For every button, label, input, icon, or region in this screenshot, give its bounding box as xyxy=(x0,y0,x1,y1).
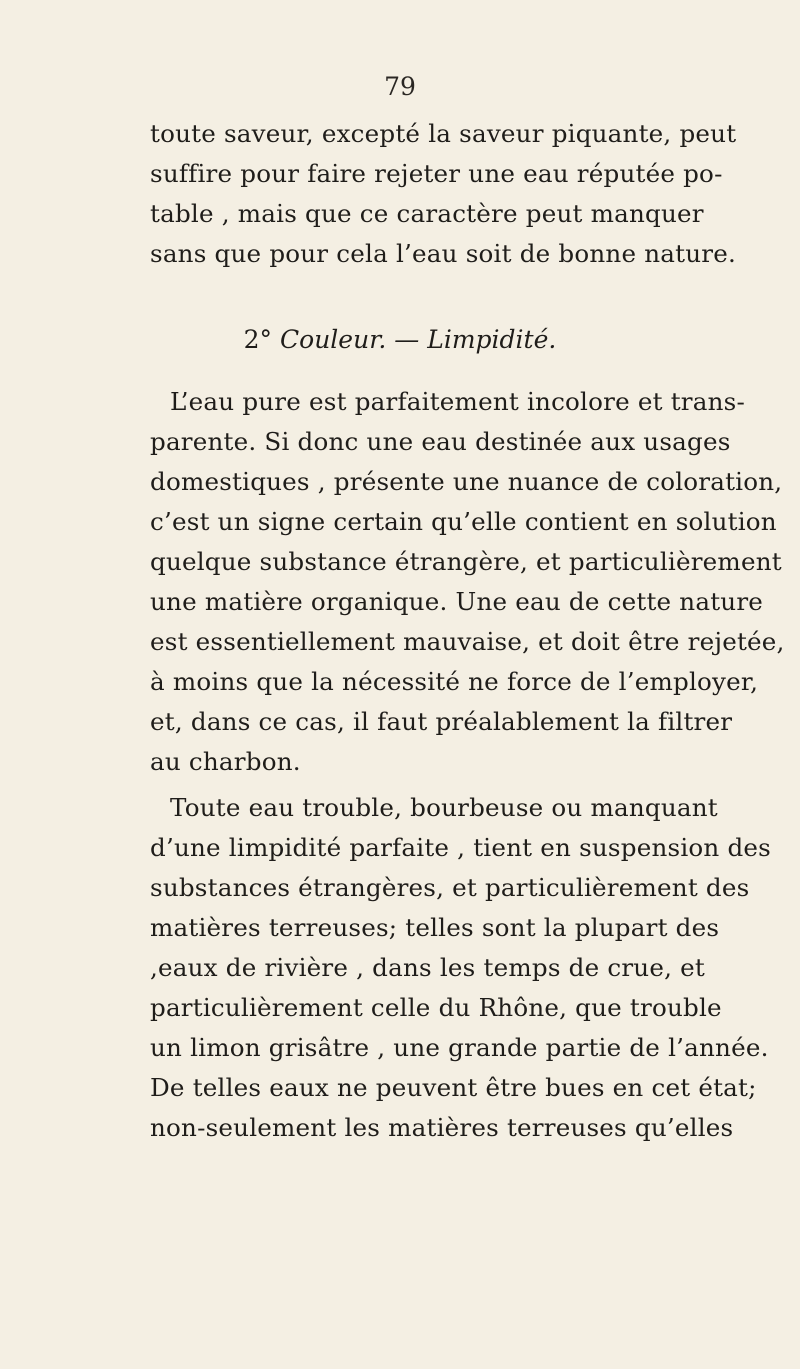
text-line: Toute eau trouble, bourbeuse ou manquant xyxy=(170,793,718,822)
text-line: parente. Si donc une eau destinée aux usages xyxy=(150,427,731,456)
section-number: 2° xyxy=(243,325,273,354)
text-line: ,eaux de rivière , dans les temps de crue, et xyxy=(150,953,705,982)
text-line: sans que pour cela l’eau soit de bonne nature. xyxy=(150,239,736,268)
text-line: au charbon. xyxy=(150,747,301,776)
text-line: matières terreuses; telles sont la plupart des xyxy=(150,913,720,942)
text-line: une matière organique. Une eau de cette nature xyxy=(150,587,764,616)
text-line: particulièrement celle du Rhône, que trouble xyxy=(150,993,722,1022)
text-line: non-seulement les matières terreuses qu’elles xyxy=(150,1113,734,1142)
text-line: est essentiellement mauvaise, et doit être rejetée, xyxy=(150,627,785,656)
text-line: domestiques , présente une nuance de coloration, xyxy=(150,467,783,496)
text-line: De telles eaux ne peuvent être bues en cet état; xyxy=(150,1073,757,1102)
text-line: c’est un signe certain qu’elle contient en solution xyxy=(150,507,777,536)
text-line: table , mais que ce caractère peut manquer xyxy=(150,199,704,228)
text-line: un limon grisâtre , une grande partie de l’année. xyxy=(150,1033,769,1062)
text-line: à moins que la nécessité ne force de l’employer, xyxy=(150,667,759,696)
text-line: substances étrangères, et particulièrement des xyxy=(150,873,750,902)
text-line: toute saveur, excepté la saveur piquante, peut xyxy=(150,119,737,148)
page-number: 79 xyxy=(384,72,416,101)
section-title: Couleur. — Limpidité. xyxy=(280,325,557,354)
text-line: et, dans ce cas, il faut préalablement la filtrer xyxy=(150,707,733,736)
text-line: suffire pour faire rejeter une eau réputée po- xyxy=(150,159,723,188)
text-line: L’eau pure est parfaitement incolore et trans- xyxy=(170,387,745,416)
section-heading xyxy=(0,320,800,360)
text-line: d’une limpidité parfaite , tient en suspension des xyxy=(150,833,771,862)
text-line: quelque substance étrangère, et particulièrement xyxy=(150,547,782,576)
